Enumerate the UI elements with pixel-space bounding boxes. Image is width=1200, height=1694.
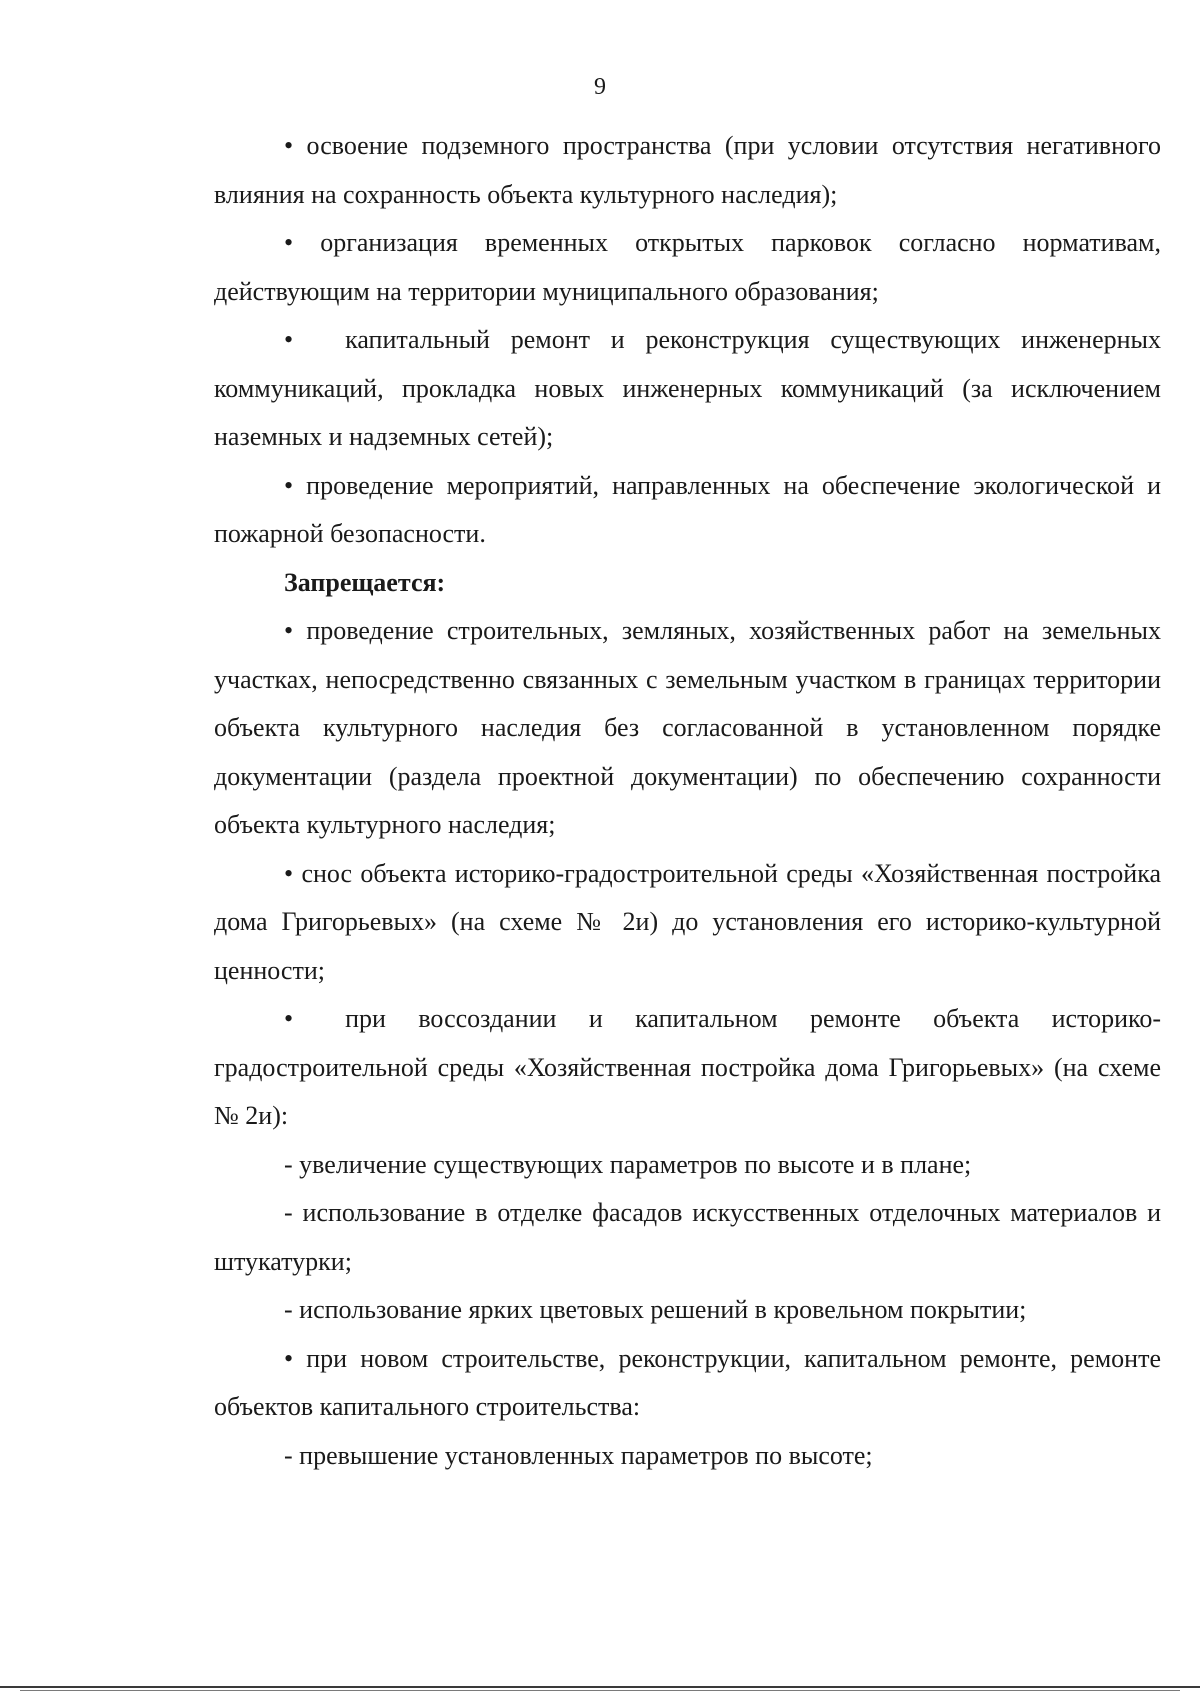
sub-item-text: использование в отделке фасадов искусственных отделочных материалов и штукатурки; [214,1198,1162,1276]
scan-edge-line [20,1690,1180,1691]
list-item [214,995,1161,1141]
list-item-text: при воссоздании и капитальном ремонте объекта историко-градостроительной среды «Хозяйственная постройка дома Григорьевых» (на схеме № 2и): [214,1004,1161,1130]
sub-item-text: увеличение существующих параметров по высоте и в плане; [299,1149,972,1179]
list-item-text: при новом строительстве, реконструкции, капитальном ремонте, ремонте объектов капитального строительства: [214,1343,1161,1421]
list-item [214,1335,1161,1432]
list-item-text: освоение подземного пространства (при условии отсутствия негативного влияния на сохранность объекта культурного наследия); [214,131,1161,209]
bullet-marker: • [284,858,294,888]
dash-marker: - [284,1149,293,1179]
list-item [214,607,1161,850]
bullet-marker: • [284,325,294,354]
dash-marker: - [284,1198,293,1227]
list-item-text: капитальный ремонт и реконструкция существующих инженерных коммуникаций, прокладка новых инженерных коммуникаций (за исключением наземных и надземных сетей); [214,325,1161,451]
section-heading: Запрещается: [284,567,446,597]
list-item [214,850,1161,996]
scan-edge-line [0,1686,1200,1688]
list-item-text: снос объекта историко-градостроительной среды «Хозяйственная постройка дома Григорьевых» (на схеме № 2и) до установления его историко-культурной ценности; [214,858,1161,985]
list-item-text: организация временных открытых парковок согласно нормативам, действующим на территории муниципального образования; [214,228,1162,306]
document-body [214,122,1161,1480]
bullet-marker: • [284,131,294,160]
bullet-marker: • [284,616,294,645]
list-item [214,219,1161,316]
sub-item [214,1432,1161,1481]
sub-item-text: превышение установленных параметров по высоте; [299,1440,873,1470]
sub-item [214,1189,1161,1286]
sub-item [214,1286,1161,1335]
bullet-marker: • [284,1004,294,1033]
bullet-marker: • [284,470,294,500]
sub-item-text: использование ярких цветовых решений в кровельном покрытии; [299,1295,1027,1324]
dash-marker: - [284,1295,293,1324]
list-item [214,462,1161,559]
sub-item [214,1141,1161,1190]
bullet-marker: • [284,228,294,257]
page-number: 9 [594,74,606,100]
list-item-text: проведение мероприятий, направленных на обеспечение экологической и пожарной безопасности. [214,470,1162,548]
list-item [214,316,1161,462]
list-item [214,122,1161,219]
bullet-marker: • [284,1343,294,1373]
list-item-text: проведение строительных, земляных, хозяйственных работ на земельных участках, непосредственно связанных с земельным участком в границах территории объекта культурного наследия без согласованной в установленном порядке документации (раздела проектной документации) по обеспечению сохранности объекта культурного наследия; [214,616,1161,839]
dash-marker: - [284,1440,293,1470]
